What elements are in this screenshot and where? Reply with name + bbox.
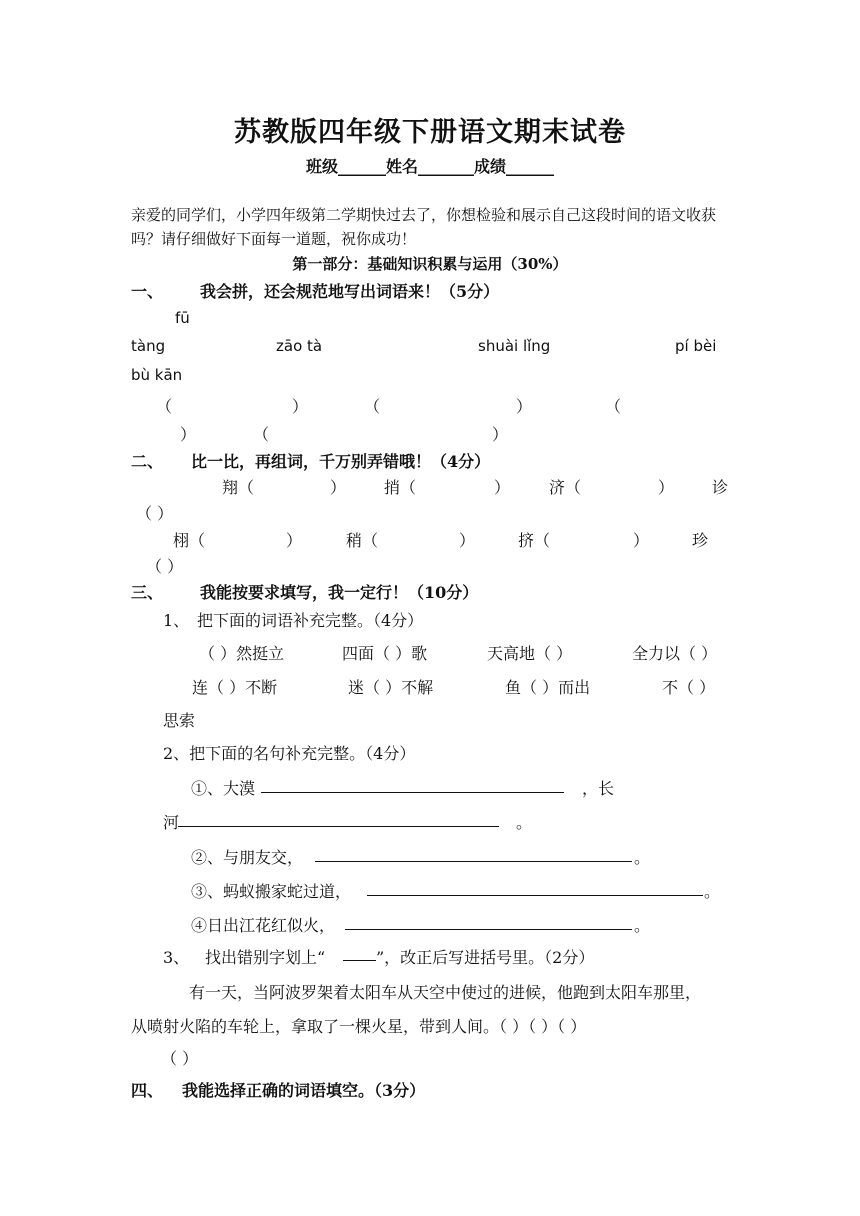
quote-2-start: ②、与朋友交，: [191, 848, 304, 867]
section-4-title: 我能选择正确的词语填空。（3分）: [182, 1081, 426, 1100]
pinyin-fu: fū: [175, 309, 190, 327]
quote-1-mid: ，长: [582, 779, 615, 798]
passage-line-2: 从喷射火陷的车轮上，拿取了一棵火星，带到人间。（ ）（ ）（ ）: [131, 1017, 587, 1036]
quote-blank[interactable]: [178, 812, 499, 827]
compare-paren: ）: [633, 531, 650, 550]
underline-marker: [343, 946, 376, 961]
quote-1-end: 。: [516, 813, 533, 832]
compare-char: 稍（: [346, 531, 379, 550]
compare-answer-blank[interactable]: （ ）: [136, 504, 174, 523]
compare-paren: ）: [286, 531, 303, 550]
compare-char: 栩（: [173, 531, 206, 550]
quote-3-start: ③、蚂蚁搬家蛇过道，: [191, 882, 352, 901]
idiom-blank[interactable]: （ ）然挺立: [199, 644, 285, 663]
idiom-blank[interactable]: 全力以（ ）: [632, 644, 718, 663]
intro-line-1: 亲爱的同学们，小学四年级第二学期快过去了，你想检验和展示自己这段时间的语文收获: [131, 206, 717, 224]
compare-char: 捎（: [384, 478, 417, 497]
passage-line-3[interactable]: （ ）: [161, 1049, 199, 1068]
question-2-text: 2、把下面的名句补充完整。（4分）: [163, 744, 416, 763]
answer-paren-open[interactable]: （: [156, 397, 173, 416]
compare-char: 翔（: [222, 478, 255, 497]
question-1-text: 把下面的词语补充完整。（4分）: [197, 611, 424, 630]
quote-4-start: ④日出江花红似火，: [191, 916, 336, 935]
part-heading: 第一部分：基础知识积累与运用（30%）: [292, 255, 568, 273]
exam-title: 苏教版四年级下册语文期末试卷: [234, 117, 626, 148]
compare-char: 珍: [692, 531, 709, 550]
compare-paren: ）: [658, 478, 675, 497]
idiom-wrap: 思索: [163, 711, 196, 730]
question-1-number: 1、: [163, 611, 190, 630]
quote-3-end: 。: [704, 882, 721, 901]
section-2-title: 比一比，再组词，千万别弄错哦！（4分）: [191, 452, 491, 471]
quote-blank[interactable]: [261, 778, 564, 793]
section-1-title: 我会拼，还会规范地写出词语来！（5分）: [200, 282, 500, 301]
idiom-blank[interactable]: 迷（ ）不解: [348, 678, 434, 697]
answer-paren-open[interactable]: （: [364, 397, 381, 416]
section-2-number: 二、: [131, 452, 164, 471]
student-info-line: 班级______姓名_______成绩______: [305, 157, 554, 176]
question-3-number: 3、: [163, 948, 190, 967]
compare-paren: ）: [459, 531, 476, 550]
passage-line-1: 有一天，当阿波罗架着太阳车从天空中使过的进候，他跑到太阳车那里，: [189, 983, 702, 1002]
compare-char: 挤（: [518, 531, 551, 550]
answer-paren-close: ）: [492, 425, 509, 444]
pinyin-5: bù kān: [131, 366, 183, 384]
idiom-blank[interactable]: 不（ ）: [662, 678, 716, 697]
compare-paren: ）: [330, 478, 347, 497]
section-1-number: 一、: [131, 282, 164, 301]
pinyin-1: tàng: [131, 337, 166, 355]
quote-2-end: 。: [634, 848, 651, 867]
intro-line-2: 吗？请仔细做好下面每一道题，祝你成功！: [131, 230, 417, 248]
answer-paren-close: ）: [180, 425, 197, 444]
section-4-number: 四、: [131, 1081, 164, 1100]
compare-paren: ）: [494, 478, 511, 497]
idiom-blank[interactable]: 鱼（ ）而出: [505, 678, 591, 697]
quote-1-wrap: 河: [163, 813, 180, 832]
idiom-blank[interactable]: 天高地（ ）: [487, 644, 573, 663]
pinyin-2: zāo tà: [276, 337, 323, 355]
section-3-title: 我能按要求填写，我一定行！（10分）: [200, 583, 479, 602]
section-3-number: 三、: [131, 583, 164, 602]
pinyin-3: shuài lǐng: [478, 337, 551, 355]
quote-blank[interactable]: [315, 847, 632, 862]
answer-paren-open[interactable]: （: [605, 397, 622, 416]
compare-char: 诊: [712, 478, 729, 497]
quote-4-end: 。: [634, 916, 651, 935]
idiom-blank[interactable]: 四面（ ）歌: [342, 644, 428, 663]
answer-paren-open[interactable]: （: [253, 425, 270, 444]
answer-paren-close: ）: [292, 397, 309, 416]
quote-blank[interactable]: [367, 881, 703, 896]
quote-1-start: ①、大漠: [191, 779, 256, 798]
question-3-text-a: 找出错别字划上“: [205, 948, 326, 967]
quote-blank[interactable]: [345, 915, 632, 930]
answer-paren-close: ）: [516, 397, 533, 416]
question-3-text-b: ”，改正后写进括号里。（2分）: [376, 948, 595, 967]
compare-char: 济（: [549, 478, 582, 497]
compare-answer-blank[interactable]: （ ）: [146, 557, 184, 576]
pinyin-4: pí bèi: [675, 337, 717, 355]
idiom-blank[interactable]: 连（ ）不断: [192, 678, 278, 697]
